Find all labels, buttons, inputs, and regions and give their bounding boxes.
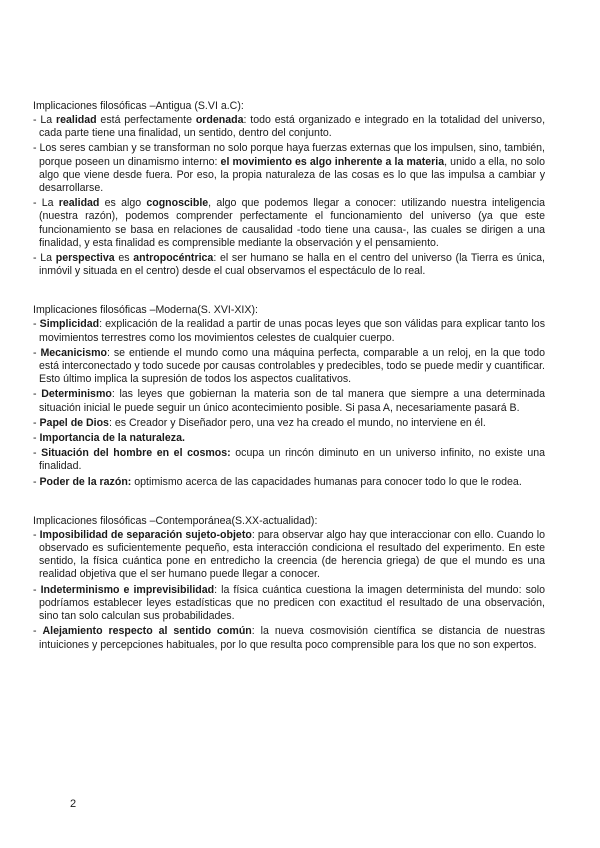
page-number: 2 [70, 798, 77, 810]
text-run: - La [33, 114, 56, 126]
text-run: optimismo acerca de las capacidades humanas para conocer todo lo que le rodea. [131, 475, 522, 488]
text-run: : la nueva cosmovisión científica se distancia de nuestras intuiciones y percepciones habituales, por lo que resulta poco comprensible para los que no son expertos. [39, 625, 545, 651]
bold-text: Indeterminismo e imprevisibilidad [40, 583, 215, 596]
document-body [33, 100, 545, 678]
text-run: , algo que podemos llegar a conocer: utilizando nuestra inteligencia (nuestra razón), podemos comprender perfectamente el funcionamiento del universo (ya que este funcionamiento se basa en relaciones de causalidad -todo tiene una causa-, las cuales se dirigen a una finalidad, y esta finalidad es comprensible mediante la observación y el pensamiento. [39, 197, 545, 249]
section-title: Implicaciones filosóficas –Contemporánea(S.XX-actualidad): [33, 514, 318, 527]
text-run: es algo [99, 197, 147, 210]
bullet-item [33, 584, 545, 624]
text-run: - [33, 583, 41, 596]
section-antigua [33, 100, 545, 278]
bold-text: antropocéntrica [133, 252, 214, 265]
text-run: - La [33, 252, 56, 265]
text-run: - Los seres cambian y se transforman no solo porque haya fuerzas externas que los impulsen, sino, también, porque poseen un dinamismo interno: [33, 142, 545, 168]
text-run: - [33, 528, 40, 541]
bullet-item [33, 197, 545, 250]
section-contemporanea [33, 515, 545, 652]
bullet-item [33, 142, 545, 195]
bullet-item [33, 388, 545, 414]
text-run: , unido a ella, no solo algo que viene desde fuera. Por eso, la propia naturaleza de las cosas es lo que las impulsa a cambiar y desarrollarse. [39, 155, 546, 195]
section-items [33, 529, 545, 652]
section-items [33, 114, 545, 278]
bullet-item [33, 114, 545, 140]
text-run: ocupa un rincón diminuto en un universo infinito, no existe una finalidad. [39, 447, 545, 473]
text-run: : todo está organizado e integrado en la totalidad del universo, cada parte tiene una finalidad, un sentido, dentro del conjunto. [39, 114, 546, 140]
section-title: Implicaciones filosóficas –Antigua (S.VI a.C): [33, 100, 244, 112]
bullet-item [33, 252, 545, 278]
section-moderna [33, 304, 545, 488]
section-items [33, 318, 545, 488]
text-run: está perfectamente [96, 114, 196, 126]
bullet-item [33, 625, 545, 651]
bold-text: realidad [55, 114, 97, 126]
text-run: : el ser humano se halla en el centro del universo (la Tierra es única, inmóvil y situada en el centro) desde el cual observamos el espectáculo de lo real. [39, 252, 545, 278]
text-run: : se entiende el mundo como una máquina perfecta, comparable a un reloj, en la que todo está interconectado y todo sucede por causas controlables y predecibles, todo se puede medir y cuantificar. Esto último implica la supresión de todos los aspectos cualitativos. [39, 346, 545, 386]
bullet-item [33, 417, 545, 430]
bullet-item [33, 318, 545, 344]
bold-text: Determinismo [41, 388, 112, 401]
text-run: - [33, 625, 43, 638]
bold-text: Simplicidad [39, 318, 100, 331]
text-run: : explicación de la realidad a partir de unas pocas leyes que son válidas para explicar tanto los movimientos terrestres como los movimientos celestes de cualquier cuerpo. [39, 318, 545, 344]
bold-text: realidad [58, 197, 100, 210]
bullet-item [33, 529, 545, 582]
bold-text: Mecanicismo [40, 346, 108, 359]
section-title: Implicaciones filosóficas –Moderna(S. XVI-XIX): [33, 304, 258, 317]
bold-text: perspectiva [55, 252, 115, 265]
bold-text: el movimiento es algo inherente a la materia [220, 155, 445, 168]
bold-text: Alejamiento respecto al sentido común [42, 625, 252, 638]
text-run: : la física cuántica cuestiona la imagen determinista del mundo: solo podríamos establecer leyes estadísticas que no predicen con exactitud el resultado de una observación, sino tan solo calculan sus probabilidades. [39, 583, 545, 623]
bold-text: Importancia de la naturaleza. [39, 432, 185, 445]
bold-text: Imposibilidad de separación sujeto-objeto [39, 528, 252, 541]
text-run: : las leyes que gobiernan la materia son de tal manera que siempre a una determinada situación inicial le puede seguir un único acontecimiento posible. Si pasa A, necesariamente pasará B. [39, 388, 545, 414]
text-run: - [33, 447, 42, 460]
text-run: - [33, 416, 40, 429]
bullet-item [33, 432, 545, 445]
bold-text: Poder de la razón: [39, 475, 132, 488]
text-run: es [114, 252, 134, 265]
text-run: - La [33, 197, 59, 210]
text-run: - [33, 475, 40, 488]
text-run: : para observar algo hay que interaccionar con ello. Cuando lo observado es suficientemente pequeño, esta interacción condiciona el resultado del experimento. En este sentido, la física cuántica pone en entredicho la creencia (de herencia griega) de que el mundo es una realidad objetiva que el ser humano puede llegar a conocer. [39, 528, 545, 581]
bullet-item [33, 347, 545, 387]
text-run: - [33, 388, 42, 401]
bold-text: Papel de Dios [39, 416, 109, 429]
text-run: : es Creador y Diseñador pero, una vez ha creado el mundo, no interviene en él. [108, 416, 486, 429]
bold-text: cognoscible [146, 197, 209, 210]
text-run: - [33, 318, 40, 331]
bullet-item [33, 476, 545, 489]
text-run: - [33, 346, 41, 359]
bold-text: ordenada [195, 114, 244, 126]
bold-text: Situación del hombre en el cosmos: [41, 447, 231, 460]
bullet-item [33, 447, 545, 473]
text-run: - [33, 432, 40, 445]
